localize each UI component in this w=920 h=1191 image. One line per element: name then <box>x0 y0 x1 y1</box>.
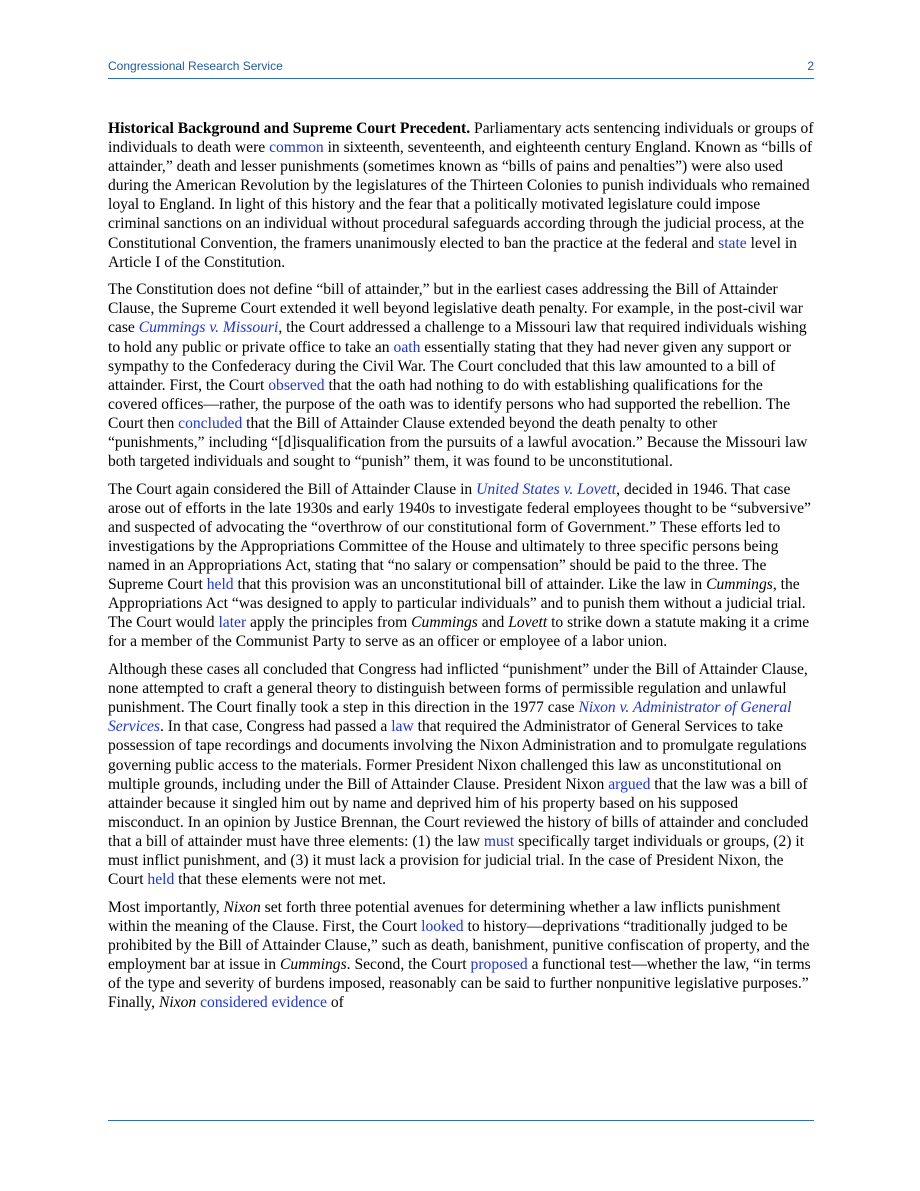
footer-divider <box>108 1120 814 1121</box>
link-state[interactable]: state <box>718 234 747 252</box>
link-argued[interactable]: argued <box>608 775 651 793</box>
link-later[interactable]: later <box>218 614 247 632</box>
link-cummings-v-missouri[interactable]: Cummings v. Missouri <box>138 319 279 337</box>
link-held-nixon[interactable]: held <box>147 871 175 889</box>
paragraph-cummings: The Constitution does not define “bill of attainder,” but in the earliest cases addressing the Bill of Attainder Clause, the Supreme Court extended it well beyond legislative death penalty. For example, in the post-civil war case Cummings v. Missouri, the Court addressed a challenge to a Missouri law that required individuals wishing to hold any public or private office to take an oath essentially stating that they had never given any support or sympathy to the Confederacy during the Civil War. The Court concluded that this law amounted to a bill of attainder. First, the Court observed that the oath had nothing to do with establishing qualifications for the covered offices—rather, the purpose of the oath was to identify persons who had supported the rebellion. The Court then concluded that the Bill of Attainder Clause extended beyond the death penalty to other “punishments,” including “[d]isqualification from the pursuits of a lawful avocation.” Because the Missouri law both targeted individuals and sought to “punish” them, it was found to be unconstitutional. <box>108 281 808 471</box>
paragraph-lovett: The Court again considered the Bill of Attainder Clause in United States v. Lovett, decided in 1946. That case arose out of efforts in the late 1930s and early 1940s to investigate federal employees thought to be “subversive” and suspected of advocating the “overthrow of our constitutional form of Government.” These efforts led to investigations by the Appropriations Committee of the House and ultimately to three specific persons being named in an Appropriations Act, stating that “no salary or compensation” should be paid to the three. The Supreme Court held that this provision was an unconstitutional bill of attainder. Like the law in Cummings, the Appropriations Act “was designed to apply to particular individuals” and to punish them without a judicial trial. The Court would later apply the principles from Cummings and Lovett to strike down a statute making it a crime for a member of the Communist Party to serve as an officer or employee of a labor union. <box>108 480 811 651</box>
link-common[interactable]: common <box>269 139 324 157</box>
link-must[interactable]: must <box>483 832 515 850</box>
page-header <box>108 58 814 79</box>
link-looked[interactable]: looked <box>421 917 464 935</box>
link-observed[interactable]: observed <box>268 376 325 394</box>
paragraph-nixon-avenues: Most importantly, Nixon set forth three potential avenues for determining whether a law inflicts punishment within the meaning of the Clause. First, the Court looked to history—deprivations “traditionally judged to be prohibited by the Bill of Attainder Clause,” such as death, banishment, punitive confiscation of property, and the employment bar at issue in Cummings. Second, the Court proposed a functional test—whether the law, “in terms of the type and severity of burdens imposed, reasonably can be said to further nonpunitive legislative purposes.” Finally, Nixon considered evidence of <box>108 898 811 1012</box>
paragraph-nixon-case: Although these cases all concluded that Congress had inflicted “punishment” under the Bill of Attainder Clause, none attempted to craft a general theory to distinguish between forms of permissible regulation and unlawful punishment. The Court finally took a step in this direction in the 1977 case Nixon v. Administrator of General Services. In that case, Congress had passed a law that required the Administrator of General Services to take possession of tape recordings and documents involving the Nixon Administration and to promulgate regulations governing public access to the materials. Former President Nixon challenged this law as unconstitutional on multiple grounds, including under the Bill of Attainder Clause. President Nixon argued that the law was a bill of attainder because it singled him out by name and deprived him of his property based on his supposed misconduct. In an opinion by Justice Brennan, the Court reviewed the history of bills of attainder and concluded that a bill of attainder must have three elements: (1) the law must specifically target individuals or groups, (2) it must inflict punishment, and (3) it must lack a provision for judicial trial. In the case of President Nixon, the Court held that these elements were not met. <box>108 661 809 889</box>
link-considered-evidence[interactable]: considered evidence <box>200 994 327 1012</box>
paragraph-historical-background: Historical Background and Supreme Court Precedent. Parliamentary acts sentencing individuals or groups of individuals to death were common in sixteenth, seventeenth, and eighteenth century England. Known as “bills of attainder,” death and lesser punishments (sometimes known as “bills of pains and penalties”) were also used during the American Revolution by the legislatures of the Thirteen Colonies to punish individuals who remained loyal to England. In light of this history and the fear that a politically motivated legislature could impose criminal sanctions on an individual without procedural safeguards according through the judicial process, at the Constitutional Convention, the framers unanimously elected to ban the practice at the federal and state level in Article I of the Constitution. <box>108 120 814 271</box>
header-organization: Congressional Research Service <box>108 59 283 73</box>
link-held[interactable]: held <box>206 576 234 594</box>
link-proposed[interactable]: proposed <box>470 955 528 973</box>
link-law[interactable]: law <box>391 718 414 736</box>
link-concluded[interactable]: concluded <box>178 414 243 432</box>
document-body <box>108 119 814 1021</box>
link-nixon-v-administrator[interactable]: Nixon v. Administrator of General Services <box>108 699 792 736</box>
section-heading: Historical Background and Supreme Court Precedent. <box>108 120 471 137</box>
page-number: 2 <box>807 59 814 73</box>
link-oath[interactable]: oath <box>393 338 421 356</box>
link-united-states-v-lovett[interactable]: United States v. Lovett <box>476 480 617 498</box>
